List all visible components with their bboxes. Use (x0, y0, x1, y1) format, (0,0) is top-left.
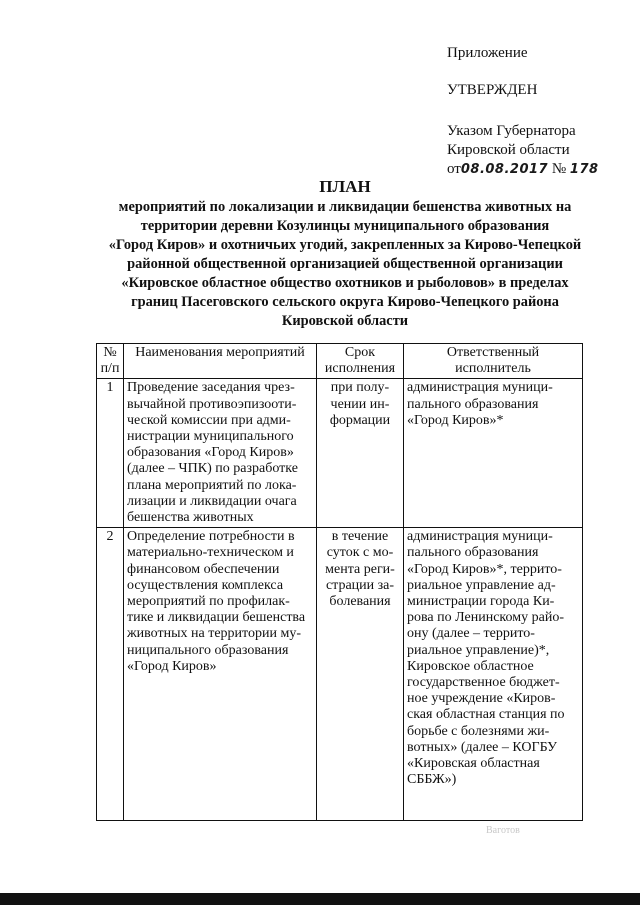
measures-table (96, 343, 583, 821)
row-measure-name: Определение потребности в материально-техническом и финансовом обеспечении осуществления комплекса мероприятий по профилак- тике и ликвидации бешенства животных на территории му- ниципального образования «Город Киров» (124, 528, 317, 821)
decree-line-2: Кировской области (447, 142, 570, 158)
plan-subtitle-line: мероприятий по локализации и ликвидации бешенства животных на (118, 199, 572, 215)
table-header-row (97, 344, 583, 379)
plan-subtitle-line: территории деревни Козулинцы муниципального образования (140, 218, 550, 234)
approved-label: УТВЕРЖДЕН (447, 82, 538, 98)
plan-heading (60, 177, 630, 331)
approval-block (447, 44, 632, 179)
table-row (97, 379, 583, 528)
plan-subtitle-line: «Кировское областное общество охотников и рыболовов» в пределах (121, 275, 569, 291)
header-measure-name: Наименования мероприятий (124, 344, 317, 379)
table-row (97, 528, 583, 821)
row-responsible: администрация муници- пального образования «Город Киров»*, террито- риальное управление ад- министрации города Ки- рова по Ленинскому райо- ону (далее – террито- риальное управление)*, Кировское областное государственное бюджет- ное учреждение «Киров- ская областная станция по борьбе с болезнями жи- вотных» (далее – КОГБУ «Кировская областная СББЖ») (404, 528, 583, 821)
from-label: от (447, 161, 461, 177)
plan-subtitle-line: границ Пасеговского сельского округа Кирово-Чепецкого района (131, 294, 559, 310)
page-mark: Ваготов (486, 825, 520, 836)
header-number: № п/п (97, 344, 124, 379)
row-number: 1 (97, 379, 124, 528)
row-responsible: администрация муници- пального образования «Город Киров»* (404, 379, 583, 528)
decree-line-1: Указом Губернатора (447, 123, 576, 139)
plan-subtitle-line: Кировской области (281, 313, 409, 329)
number-label: № (551, 161, 567, 177)
row-measure-name: Проведение заседания чрез- вычайной противоэпизооти- ческой комиссии при адми- нистрации муниципального образования «Город Киров» (далее – ЧПК) по разработке плана мероприятий по лока- лизации и ликвидации очага бешенства животных (124, 379, 317, 528)
header-responsible: Ответственный исполнитель (404, 344, 583, 379)
row-term: при полу- чении ин- формации (317, 379, 404, 528)
plan-subtitle-line: районной общественной организацией общественной организации (127, 256, 563, 272)
header-term: Срок исполнения (317, 344, 404, 379)
row-term: в течение суток с мо- мента реги- страции за- болевания (317, 528, 404, 821)
decree-number: 178 (569, 162, 599, 177)
appendix-label: Приложение (447, 45, 528, 61)
plan-subtitle-line: «Город Киров» и охотничьих угодий, закрепленных за Кирово-Чепецкой (108, 237, 582, 253)
decree-date: 08.08.2017 (460, 162, 549, 177)
scan-edge-bar (0, 893, 640, 905)
plan-title: ПЛАН (319, 177, 371, 196)
row-number: 2 (97, 528, 124, 821)
